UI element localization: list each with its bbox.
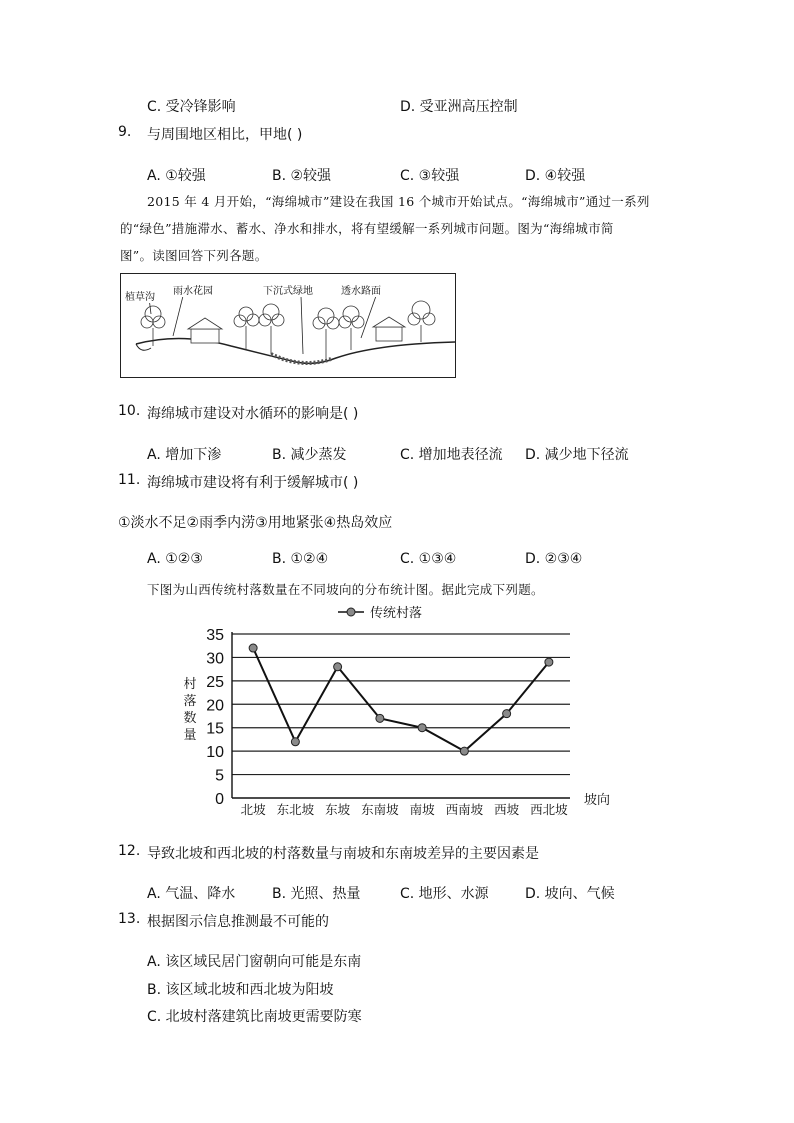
q12-number: 12. [118, 843, 141, 859]
legend-label: 传统村落 [370, 606, 423, 621]
q10-option-b: B. 减少蒸发 [272, 447, 347, 463]
data-point [503, 710, 511, 718]
q11-option-a: A. ①②③ [147, 551, 203, 567]
q11-option-d: D. ②③④ [525, 551, 583, 567]
data-point [334, 663, 342, 671]
q13-stem: 根据图示信息推测最不可能的 [147, 914, 329, 930]
y-axis-label-char: 量 [183, 728, 197, 743]
q9-option-d: D. ④较强 [525, 168, 586, 184]
x-tick-label: 西南坡 [445, 802, 484, 817]
q8-option-d: D. 受亚洲高压控制 [400, 99, 518, 115]
q13-option-b: B. 该区域北坡和西北坡为阳坡 [147, 982, 334, 998]
q12-option-a: A. 气温、降水 [147, 886, 236, 902]
q12-stem: 导致北坡和西北坡的村落数量与南坡和东南坡差异的主要因素是 [147, 846, 539, 862]
q9-option-c: C. ③较强 [400, 168, 460, 184]
q13-option-a: A. 该区域民居门窗朝向可能是东南 [147, 954, 362, 970]
data-point [376, 714, 384, 722]
x-tick-label: 西坡 [494, 802, 520, 817]
sponge-city-diagram [120, 273, 456, 378]
x-tick-label: 东北坡 [276, 802, 315, 817]
x-tick-label: 东南坡 [361, 802, 399, 817]
q10-option-a: A. 增加下渗 [147, 447, 222, 463]
q10-number: 10. [118, 403, 141, 419]
label-permeable-road: 透水路面 [341, 282, 381, 297]
chart-svg [170, 600, 620, 830]
q11-stem: 海绵城市建设将有利于缓解城市( ) [147, 475, 359, 491]
q9-option-a: A. ①较强 [147, 168, 206, 184]
data-point [418, 724, 426, 732]
village-slope-chart [170, 600, 620, 830]
x-tick-label: 东坡 [325, 802, 351, 817]
x-tick-label: 西北坡 [530, 802, 568, 817]
q12-option-b: B. 光照、热量 [272, 886, 361, 902]
label-rain-garden: 雨水花园 [173, 282, 213, 297]
q12-option-c: C. 地形、水源 [400, 886, 489, 902]
x-axis-label: 坡向 [584, 793, 611, 808]
q10-stem: 海绵城市建设对水循环的影响是( ) [147, 406, 359, 422]
data-point [291, 738, 299, 746]
data-point [460, 747, 468, 755]
y-axis-label-char: 数 [183, 711, 197, 726]
data-point [249, 644, 257, 652]
data-point [545, 658, 553, 666]
series-line [253, 648, 549, 751]
y-axis-label-char: 落 [183, 694, 197, 709]
q11-option-c: C. ①③④ [400, 551, 457, 567]
q10-option-d: D. 减少地下径流 [525, 447, 629, 463]
q13-option-c: C. 北坡村落建筑比南坡更需要防寒 [147, 1009, 362, 1025]
q8-option-c: C. 受冷锋影响 [147, 99, 236, 115]
legend-marker [347, 608, 355, 616]
y-tick-label: 10 [206, 744, 224, 762]
passage-sponge-line2: 的“绿色”措施滞水、蓄水、净水和排水，将有望缓解一系列城市问题。图为“海绵城市简 [120, 221, 614, 236]
y-tick-label: 0 [215, 791, 224, 808]
passage-village: 下图为山西传统村落数量在不同坡向的分布统计图。据此完成下列题。 [147, 582, 544, 597]
passage-sponge-line1: 2015 年 4 月开始，“海绵城市”建设在我国 16 个城市开始试点。“海绵城市”通过一系列 [147, 194, 650, 209]
x-tick-label: 北坡 [240, 802, 266, 817]
y-tick-label: 20 [206, 697, 224, 715]
y-tick-label: 5 [215, 767, 224, 785]
q11-items: ①淡水不足②雨季内涝③用地紧张④热岛效应 [118, 515, 393, 531]
q13-number: 13. [118, 911, 141, 927]
passage-sponge-line3: 图”。读图回答下列各题。 [120, 248, 268, 263]
q9-stem: 与周围地区相比，甲地( ) [147, 127, 303, 143]
q11-option-b: B. ①②④ [272, 551, 329, 567]
y-tick-label: 35 [206, 627, 224, 644]
q9-option-b: B. ②较强 [272, 168, 332, 184]
label-grass-ditch: 植草沟 [125, 288, 155, 303]
x-tick-label: 南坡 [409, 802, 435, 817]
q10-option-c: C. 增加地表径流 [400, 447, 503, 463]
label-sunken-greenland: 下沉式绿地 [263, 282, 313, 297]
q9-number: 9. [118, 124, 132, 140]
q12-option-d: D. 坡向、气候 [525, 886, 615, 902]
y-tick-label: 25 [206, 673, 224, 691]
y-tick-label: 30 [206, 650, 224, 668]
y-tick-label: 15 [206, 720, 224, 738]
q11-number: 11. [118, 472, 141, 488]
y-axis-label-char: 村 [183, 677, 197, 692]
